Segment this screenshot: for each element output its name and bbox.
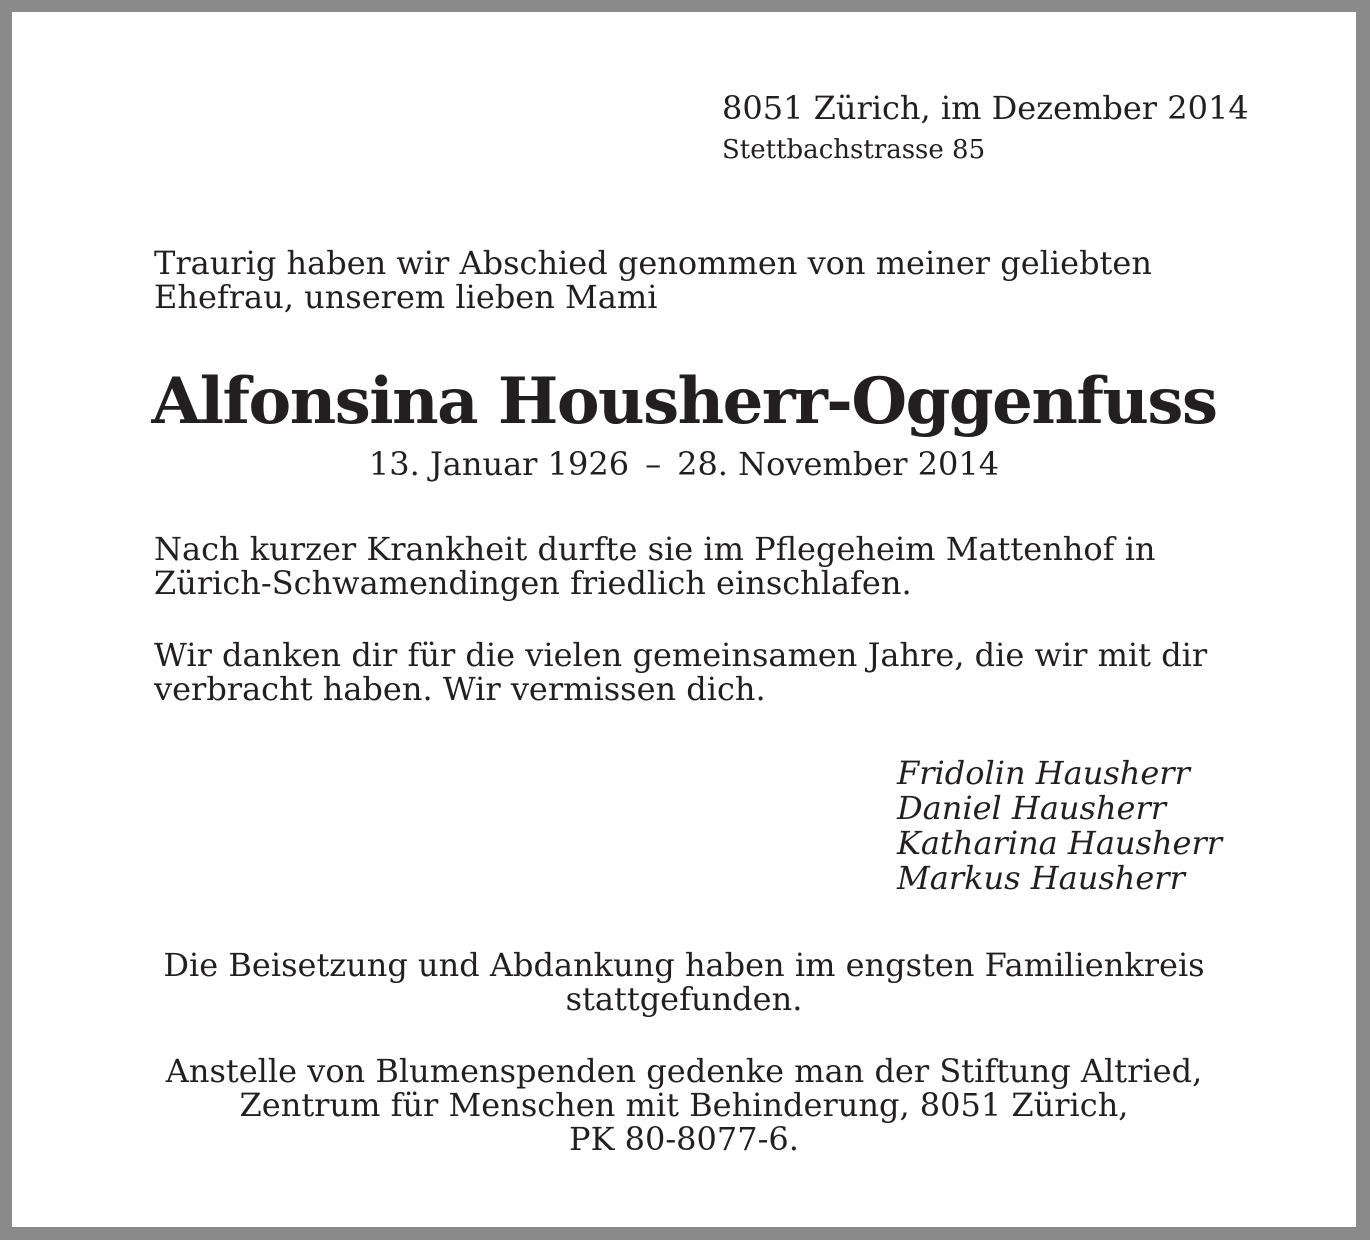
funeral-line: Die Beisetzung und Abdankung haben im engsten Familienkreis: [163, 946, 1205, 984]
donation-notice: [12, 1054, 1356, 1156]
thanks-paragraph: [154, 638, 1207, 706]
donation-line: Anstelle von Blumenspenden gedenke man der Stiftung Altried,: [165, 1052, 1203, 1090]
mourner-name: Katharina Hausherr: [897, 824, 1223, 862]
paragraph-line: Wir danken dir für die vielen gemeinsamen Jahre, die wir mit dir: [154, 636, 1208, 674]
life-dates: [12, 444, 1356, 484]
address: Stettbachstrasse 85: [722, 135, 986, 165]
death-date: 28. November 2014: [677, 445, 1000, 483]
donation-line: Zentrum für Menschen mit Behinderung, 8051 Zürich,: [239, 1086, 1129, 1124]
mourner-name: Fridolin Hausherr: [897, 754, 1190, 792]
birth-date: 13. Januar 1926: [368, 445, 630, 483]
paragraph-line: Nach kurzer Krankheit durfte sie im Pflegeheim Mattenhof in: [154, 530, 1156, 568]
place-date: 8051 Zürich, im Dezember 2014: [722, 89, 1249, 127]
illness-paragraph: [154, 532, 1156, 600]
mourner-name: Markus Hausherr: [897, 859, 1185, 897]
funeral-line: stattgefunden.: [565, 980, 803, 1018]
intro-text: [154, 246, 1152, 314]
funeral-notice: [12, 948, 1356, 1016]
intro-line: Ehefrau, unserem lieben Mami: [154, 278, 658, 316]
mourner-name: Daniel Hausherr: [897, 789, 1167, 827]
intro-line: Traurig haben wir Abschied genommen von meiner geliebten: [154, 244, 1152, 282]
obituary-notice: [12, 12, 1356, 1227]
donation-line: PK 80-8077-6.: [569, 1120, 799, 1158]
mourners-list: [897, 756, 1222, 896]
paragraph-line: Zürich-Schwamendingen friedlich einschlafen.: [154, 564, 912, 602]
paragraph-line: verbracht haben. Wir vermissen dich.: [154, 670, 766, 708]
date-separator: –: [645, 445, 662, 483]
deceased-name: Alfonsina Housherr-Oggenfuss: [151, 364, 1217, 439]
